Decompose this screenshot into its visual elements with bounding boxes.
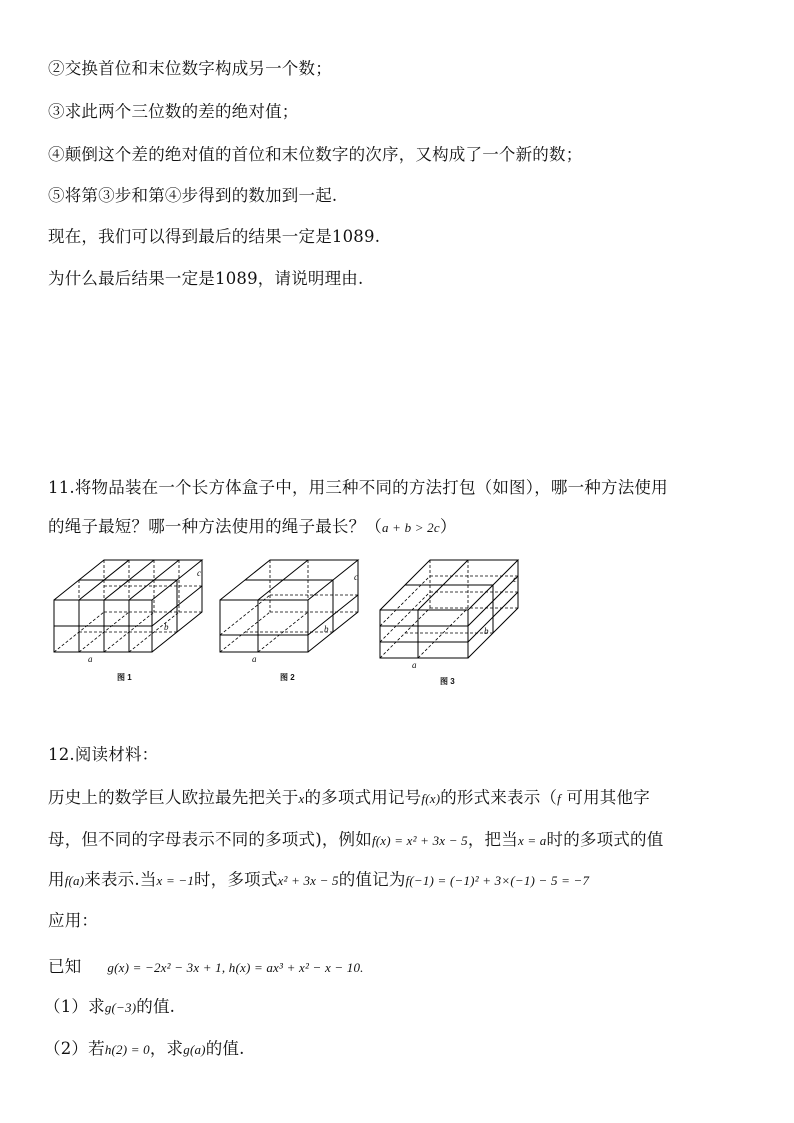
q12-para-line-2 xyxy=(48,829,663,852)
q12-p3c: 时，多项式 xyxy=(194,870,278,889)
q12-p3-eval: f(−1) = (−1)² + 3×(−1) − 5 = −7 xyxy=(405,873,590,888)
q12-p3-poly: x² + 3x − 5 xyxy=(277,873,339,888)
q12-known xyxy=(48,956,364,979)
q12-p3-x: x = −1 xyxy=(156,873,195,888)
q12-p1d: 可用其他字 xyxy=(560,788,650,807)
step-5: ⑤将第③步和第④步得到的数加到一起. xyxy=(48,186,338,205)
q12-p3-fa: f(a) xyxy=(64,873,85,888)
fig3-label-a: a xyxy=(412,660,417,670)
q12-p1-fx: f(x) xyxy=(421,791,441,806)
q12-sub2-expr: h(2) = 0 xyxy=(104,1042,150,1057)
fig2-label-c: c xyxy=(354,572,358,582)
q12-p3b: 来表示.当 xyxy=(84,870,157,889)
q12-p2a: 母，但不同的字母表示不同的多项式)，例如 xyxy=(48,830,372,849)
q11-line-2 xyxy=(48,516,457,539)
fig2-label-b: b xyxy=(324,624,329,634)
box-diagram-3 xyxy=(378,550,528,675)
q12-p3d: 的值记为 xyxy=(338,870,406,889)
fig3-caption: 图 3 xyxy=(440,677,455,686)
box-diagram-2 xyxy=(218,550,368,670)
q12-sub1b: 的值. xyxy=(136,997,176,1016)
q12-sub1-expr: g(−3) xyxy=(104,1000,137,1015)
figure-3 xyxy=(378,550,528,686)
q12-sub1a: （1）求 xyxy=(44,997,105,1016)
q12-p1c: 的形式来表示（ xyxy=(440,788,558,807)
q12-p3a: 用 xyxy=(48,870,65,889)
q11-line-2-end: ） xyxy=(439,517,457,536)
q12-sub2a: （2）若 xyxy=(44,1039,105,1058)
fig3-label-b: b xyxy=(484,626,489,636)
q12-para-line-3 xyxy=(48,869,589,892)
figure-2 xyxy=(218,550,368,682)
q12-sub2c: 的值. xyxy=(205,1039,245,1058)
q12-p2b: ，把当 xyxy=(467,830,518,849)
question-10-prompt: 为什么最后结果一定是1089，请说明理由. xyxy=(48,269,364,288)
step-3: ③求此两个三位数的差的绝对值； xyxy=(48,102,299,121)
q12-known-expr: g(x) = −2x² − 3x + 1, h(x) = ax³ + x² − x − 10. xyxy=(107,960,364,975)
figure-1 xyxy=(52,550,222,682)
q12-sub-question-1 xyxy=(44,996,175,1019)
q12-p2-expr: f(x) = x² + 3x − 5 xyxy=(371,833,468,848)
step-2: ②交换首位和末位数字构成另一个数； xyxy=(48,59,332,78)
q12-para-line-1 xyxy=(48,787,650,810)
q12-p1-x: x xyxy=(298,791,305,806)
q12-sub-question-2 xyxy=(44,1038,245,1061)
q11-line-1: 11.将物品装在一个长方体盒子中，用三种不同的方法打包（如图），哪一种方法使用 xyxy=(48,478,668,497)
q11-line-2-text: 的绳子最短？哪一种方法使用的绳子最长？（ xyxy=(48,517,382,536)
q12-apply-label: 应用： xyxy=(48,911,99,930)
q12-sub2b: ，求 xyxy=(149,1039,184,1058)
fig1-caption: 图 1 xyxy=(117,673,132,682)
fig3-label-c: c xyxy=(513,574,517,584)
q12-known-label: 已知 xyxy=(48,957,82,976)
q12-p1a: 历史上的数学巨人欧拉最先把关于 xyxy=(48,788,299,807)
q12-heading: 12.阅读材料： xyxy=(48,745,159,764)
q12-p2c: 时的多项式的值 xyxy=(546,830,664,849)
fig1-label-b: b xyxy=(164,622,169,632)
q12-p1b: 的多项式用记号 xyxy=(304,788,422,807)
step-4: ④颠倒这个差的绝对值的首位和末位数字的次序，又构成了一个新的数； xyxy=(48,145,583,164)
fig2-label-a: a xyxy=(252,654,257,664)
fig1-label-c: c xyxy=(197,568,201,578)
q12-p2-xa: x = a xyxy=(517,833,547,848)
fig1-label-a: a xyxy=(88,654,93,664)
q12-sub2-expr2: g(a) xyxy=(183,1042,206,1057)
fig2-caption: 图 2 xyxy=(280,673,295,682)
result-statement: 现在，我们可以得到最后的结果一定是1089. xyxy=(48,227,381,246)
q11-condition: a + b > 2c xyxy=(382,520,440,535)
q12-p1-f: f xyxy=(557,791,561,806)
